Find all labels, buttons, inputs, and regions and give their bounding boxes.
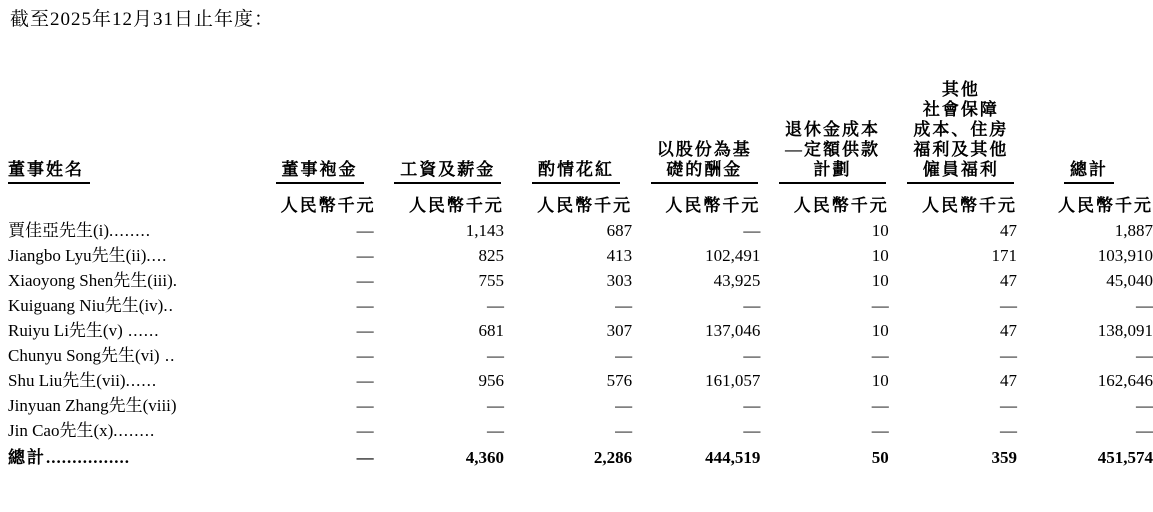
- column-header: [384, 68, 512, 188]
- director-name: Jin Cao先生(x): [8, 421, 114, 440]
- value-cell: 1,887: [1114, 221, 1153, 240]
- unit-label: 人民幣千元: [537, 195, 633, 215]
- leader-dots: ......: [125, 371, 158, 390]
- header-director-name-label: 董事姓名: [8, 160, 90, 184]
- leader-dots: ..: [159, 346, 176, 365]
- table-row: [8, 318, 1153, 343]
- value-cell: —: [1136, 296, 1153, 315]
- director-name-cell: [8, 293, 255, 318]
- value-cell: —: [615, 396, 633, 415]
- leader-dots: ....: [146, 246, 168, 265]
- value-cell: —: [743, 221, 761, 240]
- value-cell: 47: [1000, 271, 1017, 290]
- value-cell: —: [1000, 396, 1017, 415]
- value-cell: 43,925: [713, 271, 761, 290]
- value-cell: 171: [991, 246, 1017, 265]
- total-row: [8, 443, 1153, 471]
- value-cell: 47: [1000, 371, 1017, 390]
- leader-dots: ..: [163, 296, 174, 315]
- value-cell: 303: [606, 271, 633, 290]
- leader-dots: ........: [109, 221, 152, 240]
- director-name: 賈佳亞先生(i): [8, 221, 110, 240]
- value-cell: 681: [478, 321, 504, 340]
- table-row: [8, 368, 1153, 393]
- director-name-cell: [8, 268, 255, 293]
- unit-label: 人民幣千元: [793, 195, 889, 215]
- value-cell: —: [743, 346, 761, 365]
- leader-dots: ................: [46, 447, 130, 467]
- director-name-cell: [8, 318, 255, 343]
- director-name-cell: [8, 218, 255, 243]
- director-remuneration-table: [8, 68, 1153, 471]
- column-header-line: 退休金成本: [785, 120, 881, 139]
- director-name: Jinyuan Zhang先生(viii): [8, 396, 177, 415]
- value-cell: 45,040: [1106, 271, 1153, 290]
- value-cell: 451,574: [1097, 447, 1153, 467]
- unit-row: [8, 188, 1153, 218]
- value-cell: —: [356, 371, 374, 390]
- column-header-line: 其他: [941, 80, 980, 99]
- column-header-line: 工資及薪金: [400, 160, 496, 179]
- header-row: [8, 68, 1153, 188]
- director-name: Kuiguang Niu先生(iv): [8, 296, 164, 315]
- column-header-line: 董事袍金: [281, 160, 358, 179]
- value-cell: 138,091: [1097, 321, 1153, 340]
- value-cell: 102,491: [705, 246, 761, 265]
- value-cell: 687: [606, 221, 633, 240]
- value-cell: 10: [871, 246, 889, 265]
- value-cell: —: [356, 246, 374, 265]
- value-cell: 47: [1000, 321, 1017, 340]
- value-cell: —: [871, 296, 889, 315]
- value-cell: 161,057: [705, 371, 761, 390]
- value-cell: —: [356, 271, 374, 290]
- value-cell: —: [486, 421, 504, 440]
- value-cell: 50: [871, 447, 889, 467]
- column-header: [768, 68, 896, 188]
- column-header-line: —定額供款: [785, 140, 881, 159]
- table-row: [8, 418, 1153, 443]
- value-cell: —: [356, 221, 374, 240]
- value-cell: —: [1000, 346, 1017, 365]
- director-name-cell: [8, 368, 255, 393]
- value-cell: —: [871, 421, 889, 440]
- director-name-cell: [8, 393, 255, 418]
- value-cell: 4,360: [465, 447, 504, 467]
- table-row: [8, 343, 1153, 368]
- table-row: [8, 243, 1153, 268]
- column-header-line: 計劃: [813, 160, 852, 179]
- director-name: Shu Liu先生(vii): [8, 371, 126, 390]
- column-header-line: 僱員福利: [922, 160, 999, 179]
- column-header: [1025, 68, 1153, 188]
- director-name: Xiaoyong Shen先生(iii): [8, 271, 173, 290]
- director-name: Jiangbo Lyu先生(ii): [8, 246, 147, 265]
- value-cell: 103,910: [1097, 246, 1153, 265]
- total-label: 總計: [8, 447, 46, 467]
- value-cell: 755: [478, 271, 504, 290]
- column-header-label: [394, 160, 501, 184]
- value-cell: —: [356, 447, 374, 467]
- value-cell: 47: [1000, 221, 1017, 240]
- table-body: [8, 218, 1153, 471]
- column-header-label: [1064, 160, 1114, 184]
- value-cell: —: [1136, 396, 1153, 415]
- value-cell: —: [1000, 421, 1017, 440]
- column-header-line: 福利及其他: [913, 140, 1009, 159]
- director-name-cell: [8, 418, 255, 443]
- table-row: [8, 268, 1153, 293]
- column-header-line: 酌情花紅: [538, 160, 615, 179]
- unit-label: 人民幣千元: [280, 195, 376, 215]
- value-cell: —: [356, 346, 374, 365]
- unit-label: 人民幣千元: [1058, 195, 1153, 215]
- total-label-cell: [8, 443, 255, 471]
- director-name: Chunyu Song先生(vi): [8, 346, 160, 365]
- leader-dots: .: [172, 271, 179, 290]
- value-cell: 10: [871, 371, 889, 390]
- leader-dots: ......: [122, 321, 160, 340]
- value-cell: 825: [478, 246, 504, 265]
- director-name-cell: [8, 243, 255, 268]
- value-cell: —: [356, 396, 374, 415]
- column-header: [897, 68, 1025, 188]
- column-header: [512, 68, 640, 188]
- column-header: [255, 68, 383, 188]
- column-header-line: 以股份為基: [656, 140, 752, 159]
- value-cell: —: [356, 421, 374, 440]
- column-header-label: [651, 140, 758, 184]
- unit-label: 人民幣千元: [408, 195, 504, 215]
- column-header-line: 成本、住房: [913, 120, 1009, 139]
- value-cell: —: [1136, 346, 1153, 365]
- value-cell: —: [356, 296, 374, 315]
- value-cell: 137,046: [705, 321, 761, 340]
- value-cell: 413: [606, 246, 633, 265]
- value-cell: 956: [478, 371, 504, 390]
- value-cell: —: [743, 296, 761, 315]
- value-cell: —: [615, 296, 633, 315]
- value-cell: 10: [871, 321, 889, 340]
- column-header-line: 總計: [1070, 160, 1108, 179]
- value-cell: —: [1136, 421, 1153, 440]
- value-cell: 359: [991, 447, 1017, 467]
- value-cell: —: [615, 346, 633, 365]
- unit-label: 人民幣千元: [922, 195, 1017, 215]
- column-header-label: [907, 80, 1014, 184]
- director-name-cell: [8, 343, 255, 368]
- value-cell: —: [486, 296, 504, 315]
- value-cell: 2,286: [593, 447, 633, 467]
- table-row: [8, 393, 1153, 418]
- value-cell: 1,143: [465, 221, 504, 240]
- column-header-line: 社會保障: [922, 100, 999, 119]
- value-cell: 162,646: [1097, 371, 1153, 390]
- column-header-line: 礎的酬金: [666, 160, 743, 179]
- table-row: [8, 293, 1153, 318]
- value-cell: —: [615, 421, 633, 440]
- unit-spacer: [8, 188, 255, 218]
- director-name: Ruiyu Li先生(v): [8, 321, 123, 340]
- column-header-label: [276, 160, 364, 184]
- value-cell: —: [1000, 296, 1017, 315]
- value-cell: —: [486, 396, 504, 415]
- value-cell: —: [486, 346, 504, 365]
- value-cell: —: [871, 396, 889, 415]
- value-cell: 10: [871, 221, 889, 240]
- value-cell: 307: [606, 321, 633, 340]
- leader-dots: ........: [113, 421, 156, 440]
- value-cell: —: [356, 321, 374, 340]
- value-cell: 10: [871, 271, 889, 290]
- header-director-name: [8, 68, 255, 188]
- column-header-label: [779, 120, 886, 184]
- column-header-label: [532, 160, 620, 184]
- value-cell: 444,519: [705, 447, 761, 467]
- value-cell: —: [871, 346, 889, 365]
- value-cell: —: [743, 396, 761, 415]
- column-header: [640, 68, 768, 188]
- table-row: [8, 218, 1153, 243]
- value-cell: 576: [606, 371, 633, 390]
- intro-text: 截至2025年12月31日止年度：: [10, 9, 275, 30]
- unit-label: 人民幣千元: [665, 195, 761, 215]
- value-cell: —: [743, 421, 761, 440]
